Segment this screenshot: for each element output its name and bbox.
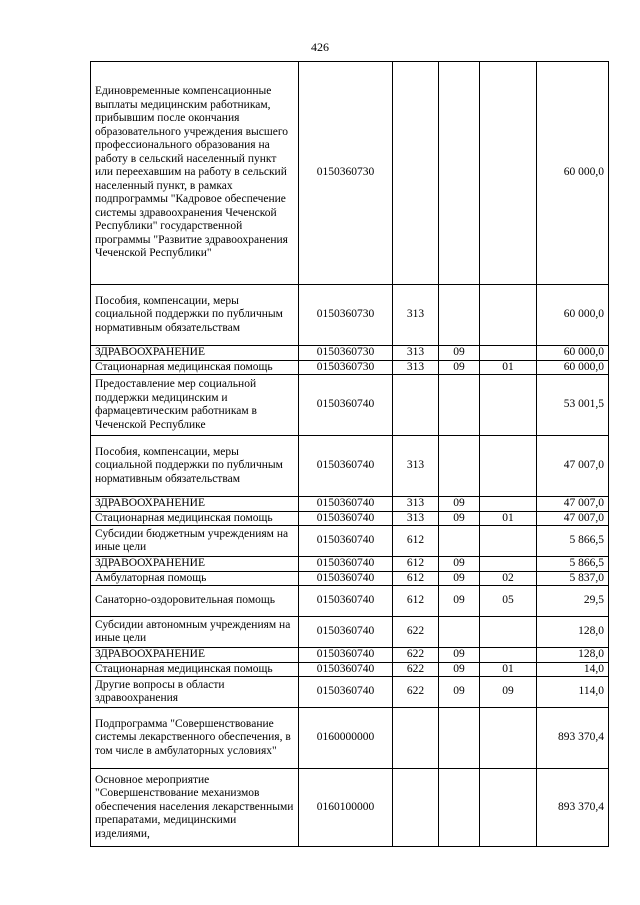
table-row bbox=[91, 677, 609, 708]
row-subsection bbox=[480, 769, 537, 847]
table-row bbox=[91, 497, 609, 512]
row-subsection: 05 bbox=[480, 586, 537, 617]
row-subsection: 02 bbox=[480, 571, 537, 586]
row-target-code: 0150360740 bbox=[299, 571, 393, 586]
row-name: Стационарная медицинская помощь bbox=[91, 511, 299, 526]
table-row bbox=[91, 571, 609, 586]
row-name: ЗДРАВООХРАНЕНИЕ bbox=[91, 557, 299, 572]
row-amount: 5 866,5 bbox=[537, 557, 609, 572]
row-subsection bbox=[480, 62, 537, 285]
row-name: Стационарная медицинская помощь bbox=[91, 360, 299, 375]
row-name: Пособия, компенсации, меры социальной поддержки по публичным нормативным обязательствам bbox=[91, 285, 299, 346]
row-name: Предоставление мер социальной поддержки медицинским и фармацевтическим работникам в Чеченской Республике bbox=[91, 375, 299, 436]
table-row bbox=[91, 708, 609, 769]
row-target-code: 0150360730 bbox=[299, 360, 393, 375]
row-subsection bbox=[480, 346, 537, 361]
row-section: 09 bbox=[439, 360, 480, 375]
row-amount: 893 370,4 bbox=[537, 708, 609, 769]
row-section: 09 bbox=[439, 571, 480, 586]
row-expense-type: 622 bbox=[393, 617, 439, 648]
row-section: 09 bbox=[439, 511, 480, 526]
row-name: Амбулаторная помощь bbox=[91, 571, 299, 586]
row-amount: 60 000,0 bbox=[537, 285, 609, 346]
row-subsection bbox=[480, 557, 537, 572]
row-target-code: 0150360740 bbox=[299, 511, 393, 526]
row-amount: 29,5 bbox=[537, 586, 609, 617]
row-target-code: 0160000000 bbox=[299, 708, 393, 769]
row-amount: 5 866,5 bbox=[537, 526, 609, 557]
row-section bbox=[439, 285, 480, 346]
row-target-code: 0150360730 bbox=[299, 62, 393, 285]
row-subsection bbox=[480, 285, 537, 346]
row-section bbox=[439, 375, 480, 436]
row-target-code: 0160100000 bbox=[299, 769, 393, 847]
row-section bbox=[439, 436, 480, 497]
row-name: Подпрограмма "Совершенствование системы лекарственного обеспечения, в том числе в амбулаторных условиях" bbox=[91, 708, 299, 769]
row-target-code: 0150360730 bbox=[299, 285, 393, 346]
row-section: 09 bbox=[439, 586, 480, 617]
row-amount: 47 007,0 bbox=[537, 497, 609, 512]
row-amount: 14,0 bbox=[537, 662, 609, 677]
row-amount: 128,0 bbox=[537, 617, 609, 648]
row-subsection bbox=[480, 375, 537, 436]
row-target-code: 0150360740 bbox=[299, 617, 393, 648]
row-name: ЗДРАВООХРАНЕНИЕ bbox=[91, 648, 299, 663]
table-row bbox=[91, 557, 609, 572]
row-subsection bbox=[480, 617, 537, 648]
row-subsection bbox=[480, 708, 537, 769]
row-amount: 60 000,0 bbox=[537, 346, 609, 361]
row-section: 09 bbox=[439, 677, 480, 708]
row-amount: 47 007,0 bbox=[537, 436, 609, 497]
row-amount: 128,0 bbox=[537, 648, 609, 663]
table-row bbox=[91, 360, 609, 375]
table-row bbox=[91, 511, 609, 526]
table-row bbox=[91, 436, 609, 497]
row-subsection bbox=[480, 526, 537, 557]
row-amount: 5 837,0 bbox=[537, 571, 609, 586]
row-expense-type: 313 bbox=[393, 497, 439, 512]
table-row bbox=[91, 769, 609, 847]
row-section: 09 bbox=[439, 497, 480, 512]
row-amount: 114,0 bbox=[537, 677, 609, 708]
page-number: 426 bbox=[311, 40, 329, 54]
row-name: Основное мероприятие "Совершенствование механизмов обеспечения населения лекарственными препаратами, медицинскими изделиями, bbox=[91, 769, 299, 847]
table-row bbox=[91, 617, 609, 648]
table-row bbox=[91, 586, 609, 617]
row-section: 09 bbox=[439, 648, 480, 663]
row-name: Субсидии автономным учреждениям на иные цели bbox=[91, 617, 299, 648]
row-subsection: 01 bbox=[480, 662, 537, 677]
row-target-code: 0150360740 bbox=[299, 662, 393, 677]
row-name: ЗДРАВООХРАНЕНИЕ bbox=[91, 346, 299, 361]
row-expense-type: 313 bbox=[393, 436, 439, 497]
row-expense-type bbox=[393, 62, 439, 285]
row-amount: 893 370,4 bbox=[537, 769, 609, 847]
row-expense-type: 622 bbox=[393, 662, 439, 677]
row-target-code: 0150360730 bbox=[299, 346, 393, 361]
table-row bbox=[91, 346, 609, 361]
table-row bbox=[91, 375, 609, 436]
row-expense-type: 313 bbox=[393, 285, 439, 346]
row-expense-type: 612 bbox=[393, 557, 439, 572]
row-subsection bbox=[480, 436, 537, 497]
row-expense-type: 313 bbox=[393, 511, 439, 526]
row-amount: 60 000,0 bbox=[537, 360, 609, 375]
table-row bbox=[91, 526, 609, 557]
row-expense-type: 612 bbox=[393, 571, 439, 586]
budget-table bbox=[90, 61, 609, 847]
row-subsection: 01 bbox=[480, 360, 537, 375]
row-target-code: 0150360740 bbox=[299, 436, 393, 497]
row-name: ЗДРАВООХРАНЕНИЕ bbox=[91, 497, 299, 512]
row-expense-type bbox=[393, 375, 439, 436]
row-subsection: 09 bbox=[480, 677, 537, 708]
row-expense-type: 612 bbox=[393, 586, 439, 617]
row-expense-type: 622 bbox=[393, 677, 439, 708]
row-name: Санаторно-оздоровительная помощь bbox=[91, 586, 299, 617]
row-target-code: 0150360740 bbox=[299, 497, 393, 512]
row-target-code: 0150360740 bbox=[299, 557, 393, 572]
row-expense-type: 622 bbox=[393, 648, 439, 663]
row-section bbox=[439, 769, 480, 847]
row-section: 09 bbox=[439, 557, 480, 572]
row-expense-type: 313 bbox=[393, 346, 439, 361]
table-row bbox=[91, 648, 609, 663]
row-subsection: 01 bbox=[480, 511, 537, 526]
row-subsection bbox=[480, 497, 537, 512]
row-target-code: 0150360740 bbox=[299, 648, 393, 663]
row-section bbox=[439, 526, 480, 557]
table-row bbox=[91, 285, 609, 346]
row-name: Пособия, компенсации, меры социальной поддержки по публичным нормативным обязательствам bbox=[91, 436, 299, 497]
row-expense-type bbox=[393, 769, 439, 847]
row-expense-type: 612 bbox=[393, 526, 439, 557]
row-name: Единовременные компенсационные выплаты медицинским работникам, прибывшим после окончания образовательного учреждения высшего профессионального образования на работу в сельский населенный пункт или переехавшим на работу в сельский населенный пункт, в рамках подпрограммы "Кадровое обеспечение системы здравоохранения Чеченской Республики" государственной программы "Развитие здравоохранения Чеченской Республики" bbox=[91, 62, 299, 285]
row-name: Другие вопросы в области здравоохранения bbox=[91, 677, 299, 708]
row-section bbox=[439, 62, 480, 285]
row-expense-type bbox=[393, 708, 439, 769]
row-name: Субсидии бюджетным учреждениям на иные цели bbox=[91, 526, 299, 557]
row-name: Стационарная медицинская помощь bbox=[91, 662, 299, 677]
row-amount: 53 001,5 bbox=[537, 375, 609, 436]
row-section: 09 bbox=[439, 662, 480, 677]
row-section bbox=[439, 708, 480, 769]
row-amount: 47 007,0 bbox=[537, 511, 609, 526]
row-target-code: 0150360740 bbox=[299, 677, 393, 708]
row-target-code: 0150360740 bbox=[299, 526, 393, 557]
table-row bbox=[91, 662, 609, 677]
row-target-code: 0150360740 bbox=[299, 375, 393, 436]
row-subsection bbox=[480, 648, 537, 663]
row-section bbox=[439, 617, 480, 648]
row-section: 09 bbox=[439, 346, 480, 361]
row-target-code: 0150360740 bbox=[299, 586, 393, 617]
row-amount: 60 000,0 bbox=[537, 62, 609, 285]
table-row bbox=[91, 62, 609, 285]
row-expense-type: 313 bbox=[393, 360, 439, 375]
